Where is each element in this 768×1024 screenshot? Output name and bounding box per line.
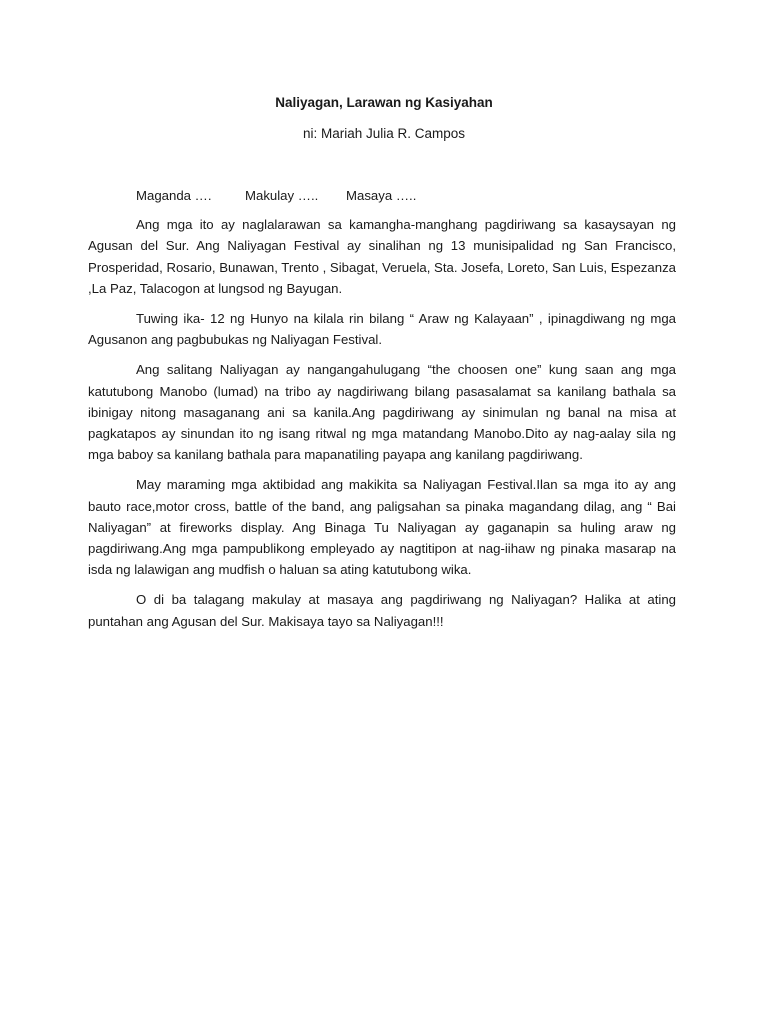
- paragraph: O di ba talagang makulay at masaya ang pagdiriwang ng Naliyagan? Halika at ating puntahan ang Agusan del Sur. Makisaya tayo sa Naliyagan!!!: [88, 592, 676, 629]
- intro-word-maganda: Maganda ….: [136, 188, 212, 203]
- document-title: Naliyagan, Larawan ng Kasiyahan: [275, 95, 493, 110]
- intro-word-makulay: Makulay …..: [245, 188, 319, 203]
- intro-line: [136, 185, 676, 206]
- intro-word-masaya: Masaya …..: [346, 188, 417, 203]
- document-body: [88, 185, 676, 641]
- paragraph: May maraming mga aktibidad ang makikita sa Naliyagan Festival.Ilan sa mga ito ay ang bauto race,motor cross, battle of the band, ang paligsahan sa pinaka magandang dilag, ang “ Bai Naliyagan” at fireworks display. Ang Binaga Tu Naliyagan ay gaganapin sa huling araw ng pagdiriwang.Ang mga pampublikong empleyado ay nagtitipon at nag-iihaw ng pinaka masarap na isda ng lalawigan ang mudfish o haluan sa ating katutubong wika.: [88, 477, 676, 578]
- paragraph: Tuwing ika- 12 ng Hunyo na kilala rin bilang “ Araw ng Kalayaan” , ipinagdiwang ng mga Agusanon ang pagbubukas ng Naliyagan Festival.: [88, 311, 676, 348]
- paragraph: Ang mga ito ay naglalarawan sa kamangha-manghang pagdiriwang sa kasaysayan ng Agusan del Sur. Ang Naliyagan Festival ay sinalihan ng 13 munisipalidad ng San Francisco, Prosperidad, Rosario, Bunawan, Trento , Sibagat, Veruela, Sta. Josefa, Loreto, San Luis, Espezanza ,La Paz, Talacogon at lungsod ng Bayugan.: [88, 217, 676, 296]
- author-byline: ni: Mariah Julia R. Campos: [302, 126, 466, 141]
- paragraph: Ang salitang Naliyagan ay nangangahulugang “the choosen one” kung saan ang mga katutubong Manobo (lumad) na tribo ay nagdiriwang bilang pasasalamat sa kanilang bathala sa ibinigay nitong masaganang ani sa kanila.Ang pagdiriwang ay sinimulan ng banal na misa at pagkatapos ay sinundan ito ng isang ritwal ng mga matandang Manobo.Dito ay nag-aalay sila ng mga baboy sa kanilang bathala para mapanatiling payapa ang kanilang pagdiriwang.: [88, 362, 676, 463]
